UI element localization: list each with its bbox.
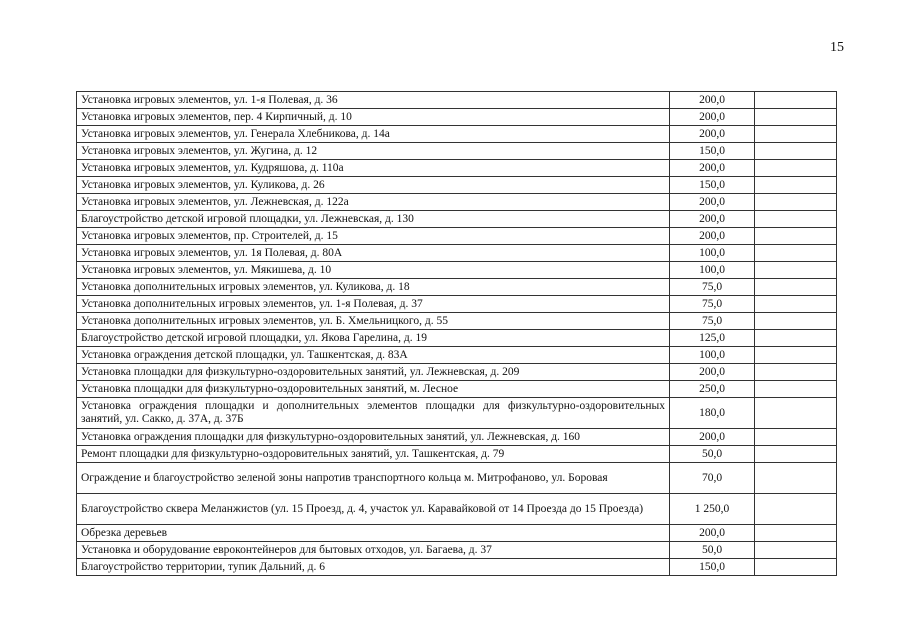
table-row [77, 92, 837, 109]
table-row [77, 429, 837, 446]
row-empty-cell [755, 245, 837, 262]
row-amount: 100,0 [670, 347, 755, 364]
row-empty-cell [755, 494, 837, 525]
row-description: Установка и оборудование евроконтейнеров для бытовых отходов, ул. Багаева, д. 37 [77, 542, 670, 559]
row-description: Установка площадки для физкультурно-оздоровительных занятий, ул. Лежневская, д. 209 [77, 364, 670, 381]
row-amount: 125,0 [670, 330, 755, 347]
row-description: Благоустройство детской игровой площадки, ул. Лежневская, д. 130 [77, 211, 670, 228]
table-row [77, 296, 837, 313]
table-row [77, 279, 837, 296]
row-amount: 250,0 [670, 381, 755, 398]
row-empty-cell [755, 381, 837, 398]
row-empty-cell [755, 228, 837, 245]
row-amount: 50,0 [670, 542, 755, 559]
table-row [77, 245, 837, 262]
table-row [77, 211, 837, 228]
row-amount: 1 250,0 [670, 494, 755, 525]
row-description: Установка игровых элементов, ул. Кудряшова, д. 110а [77, 160, 670, 177]
row-description: Благоустройство детской игровой площадки, ул. Якова Гарелина, д. 19 [77, 330, 670, 347]
budget-table [76, 91, 837, 576]
row-amount: 200,0 [670, 211, 755, 228]
row-empty-cell [755, 429, 837, 446]
row-description: Установка игровых элементов, ул. Мякишева, д. 10 [77, 262, 670, 279]
row-description: Установка дополнительных игровых элементов, ул. Б. Хмельницкого, д. 55 [77, 313, 670, 330]
table-row [77, 381, 837, 398]
row-amount: 200,0 [670, 228, 755, 245]
row-description: Установка дополнительных игровых элементов, ул. Куликова, д. 18 [77, 279, 670, 296]
row-empty-cell [755, 347, 837, 364]
row-description: Установка игровых элементов, ул. Генерала Хлебникова, д. 14а [77, 126, 670, 143]
page-number: 15 [830, 40, 844, 55]
table-row [77, 262, 837, 279]
row-amount: 200,0 [670, 160, 755, 177]
row-empty-cell [755, 279, 837, 296]
row-amount: 200,0 [670, 109, 755, 126]
row-empty-cell [755, 313, 837, 330]
row-description: Установка ограждения детской площадки, ул. Ташкентская, д. 83А [77, 347, 670, 364]
table-row [77, 347, 837, 364]
row-description: Установка игровых элементов, пр. Строителей, д. 15 [77, 228, 670, 245]
row-description: Обрезка деревьев [77, 525, 670, 542]
row-empty-cell [755, 330, 837, 347]
row-amount: 150,0 [670, 177, 755, 194]
row-amount: 200,0 [670, 194, 755, 211]
row-description: Установка игровых элементов, ул. 1я Полевая, д. 80А [77, 245, 670, 262]
row-description: Установка игровых элементов, ул. Жугина, д. 12 [77, 143, 670, 160]
table-row [77, 542, 837, 559]
row-empty-cell [755, 211, 837, 228]
table-row [77, 330, 837, 347]
row-amount: 75,0 [670, 313, 755, 330]
row-amount: 50,0 [670, 446, 755, 463]
table-row [77, 194, 837, 211]
row-description: Установка ограждения площадки и дополнительных элементов площадки для физкультурно-оздоровительных занятий, ул. Сакко, д. 37А, д. 37Б [77, 398, 670, 429]
row-empty-cell [755, 109, 837, 126]
row-empty-cell [755, 559, 837, 576]
row-description: Установка игровых элементов, ул. 1-я Полевая, д. 36 [77, 92, 670, 109]
table-row [77, 446, 837, 463]
row-amount: 180,0 [670, 398, 755, 429]
row-empty-cell [755, 398, 837, 429]
table-row [77, 177, 837, 194]
row-empty-cell [755, 262, 837, 279]
row-description: Установка дополнительных игровых элементов, ул. 1-я Полевая, д. 37 [77, 296, 670, 313]
row-amount: 100,0 [670, 245, 755, 262]
row-amount: 200,0 [670, 126, 755, 143]
row-description: Благоустройство территории, тупик Дальний, д. 6 [77, 559, 670, 576]
row-description: Установка игровых элементов, ул. Лежневская, д. 122а [77, 194, 670, 211]
row-empty-cell [755, 177, 837, 194]
table-row [77, 398, 837, 429]
row-amount: 200,0 [670, 92, 755, 109]
row-empty-cell [755, 126, 837, 143]
table-row [77, 143, 837, 160]
row-amount: 70,0 [670, 463, 755, 494]
row-empty-cell [755, 92, 837, 109]
table-row [77, 109, 837, 126]
row-amount: 150,0 [670, 143, 755, 160]
row-empty-cell [755, 542, 837, 559]
row-empty-cell [755, 194, 837, 211]
row-amount: 75,0 [670, 296, 755, 313]
row-description: Установка игровых элементов, ул. Куликова, д. 26 [77, 177, 670, 194]
row-amount: 75,0 [670, 279, 755, 296]
row-description: Установка ограждения площадки для физкультурно-оздоровительных занятий, ул. Лежневская, д. 160 [77, 429, 670, 446]
row-empty-cell [755, 143, 837, 160]
row-empty-cell [755, 525, 837, 542]
row-amount: 200,0 [670, 429, 755, 446]
row-empty-cell [755, 160, 837, 177]
row-empty-cell [755, 296, 837, 313]
row-description: Благоустройство сквера Меланжистов (ул. 15 Проезд, д. 4, участок ул. Каравайковой от 14 Проезда до 15 Проезда) [77, 494, 670, 525]
row-amount: 200,0 [670, 364, 755, 381]
row-empty-cell [755, 364, 837, 381]
table-row [77, 126, 837, 143]
table-row [77, 463, 837, 494]
row-description: Установка игровых элементов, пер. 4 Кирпичный, д. 10 [77, 109, 670, 126]
table-row [77, 313, 837, 330]
row-amount: 100,0 [670, 262, 755, 279]
row-description: Ограждение и благоустройство зеленой зоны напротив транспортного кольца м. Митрофаново, ул. Боровая [77, 463, 670, 494]
row-description: Установка площадки для физкультурно-оздоровительных занятий, м. Лесное [77, 381, 670, 398]
table-row [77, 228, 837, 245]
row-description: Ремонт площадки для физкультурно-оздоровительных занятий, ул. Ташкентская, д. 79 [77, 446, 670, 463]
row-empty-cell [755, 463, 837, 494]
row-amount: 150,0 [670, 559, 755, 576]
row-empty-cell [755, 446, 837, 463]
table-row [77, 525, 837, 542]
table-row [77, 494, 837, 525]
table-row [77, 160, 837, 177]
table-row [77, 364, 837, 381]
table-row [77, 559, 837, 576]
row-amount: 200,0 [670, 525, 755, 542]
